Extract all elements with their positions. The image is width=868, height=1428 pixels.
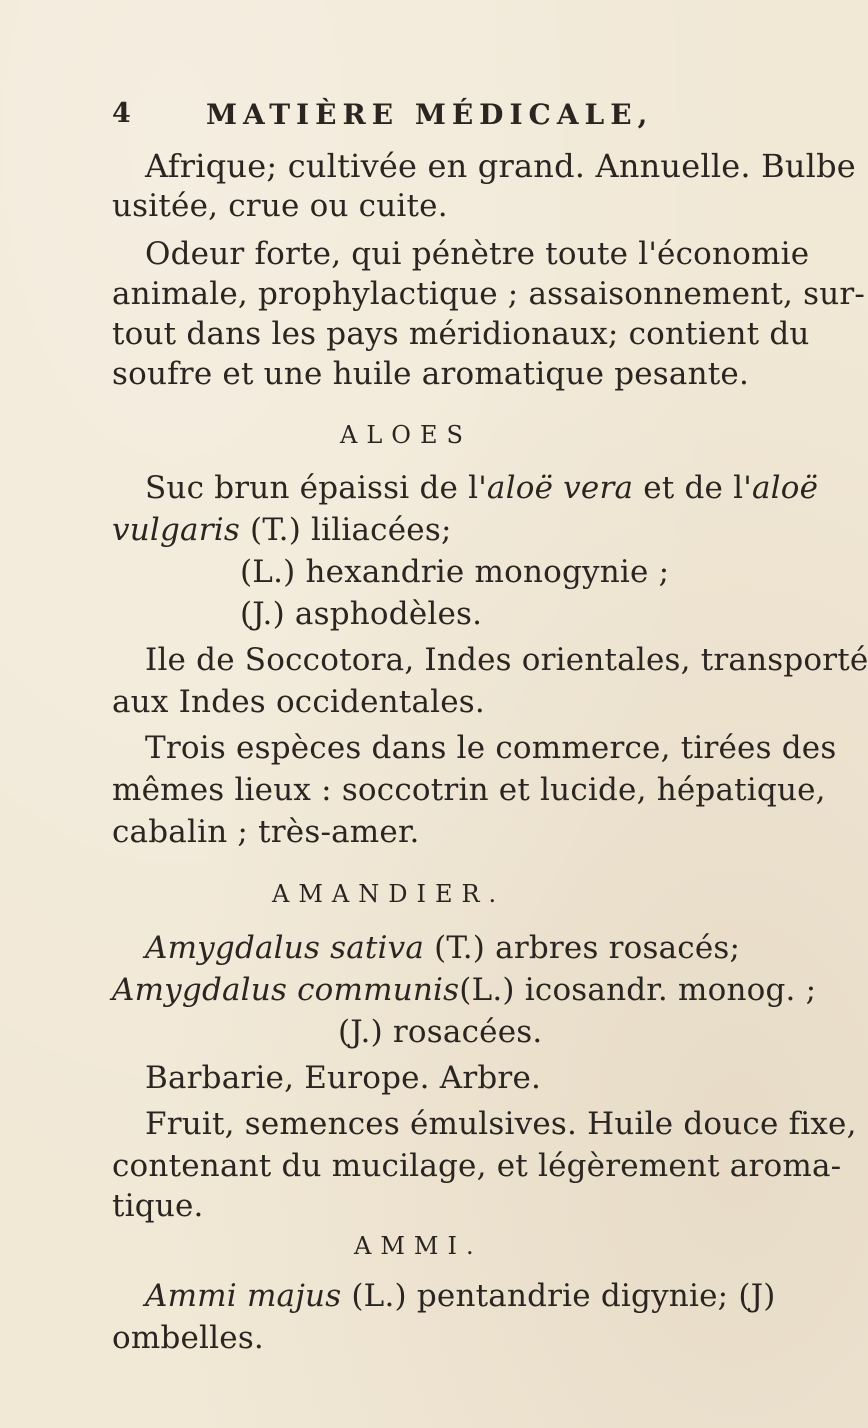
text-span: Suc brun épaissi de l': [145, 470, 487, 506]
text-span: (T.) arbres rosacés;: [424, 930, 741, 966]
text-line: mêmes lieux : soccotrin et lucide, hépatique,: [112, 772, 826, 808]
text-span: et de l': [633, 470, 752, 506]
text-line: (J.) rosacées.: [338, 1014, 543, 1050]
text-line: [145, 1276, 776, 1316]
latin-name: vulgaris: [112, 512, 240, 548]
text-line: [145, 928, 740, 968]
text-line: Ile de Soccotora, Indes orientales, transporté: [145, 642, 868, 678]
text-line: Fruit, semences émulsives. Huile douce fixe,: [145, 1106, 857, 1142]
text-line: tout dans les pays méridionaux; contient du: [112, 316, 810, 352]
page-number: 4: [112, 98, 131, 129]
text-line: [112, 510, 452, 550]
latin-name: Ammi majus: [145, 1278, 342, 1314]
text-line: usitée, crue ou cuite.: [112, 188, 448, 224]
text-line: Odeur forte, qui pénètre toute l'économie: [145, 236, 810, 272]
running-title: MATIÈRE MÉDICALE,: [206, 98, 654, 131]
latin-name: Amygdalus communis: [112, 972, 460, 1008]
latin-name: aloë: [751, 470, 819, 506]
text-line: aux Indes occidentales.: [112, 684, 485, 720]
text-line: Trois espèces dans le commerce, tirées des: [145, 730, 837, 766]
page-header: [112, 98, 712, 142]
entry-heading: AMANDIER.: [272, 880, 506, 908]
text-span: (T.) liliacées;: [239, 512, 452, 548]
text-line: cabalin ; très-amer.: [112, 814, 420, 850]
latin-name: Amygdalus sativa: [145, 930, 425, 966]
text-line: Barbarie, Europe. Arbre.: [145, 1060, 542, 1096]
text-line: [145, 468, 818, 508]
text-line: [112, 970, 816, 1010]
text-span: (L.) icosandr. monog. ;: [459, 972, 817, 1008]
text-line: Afrique; cultivée en grand. Annuelle. Bulbe: [145, 147, 856, 185]
text-line: contenant du mucilage, et légèrement aroma-: [112, 1148, 842, 1184]
entry-heading: AMMI.: [354, 1232, 483, 1260]
text-line: (L.) hexandrie monogynie ;: [240, 554, 670, 590]
latin-name: aloë vera: [486, 470, 634, 506]
text-line: ombelles.: [112, 1320, 264, 1356]
text-line: soufre et une huile aromatique pesante.: [112, 356, 750, 392]
text-line: tique.: [112, 1188, 204, 1224]
text-span: (L.) pentandrie digynie; (J): [341, 1278, 776, 1314]
entry-heading: ALOES: [340, 421, 472, 449]
text-line: animale, prophylactique ; assaisonnement, sur-: [112, 276, 866, 312]
text-line: (J.) asphodèles.: [240, 596, 483, 632]
